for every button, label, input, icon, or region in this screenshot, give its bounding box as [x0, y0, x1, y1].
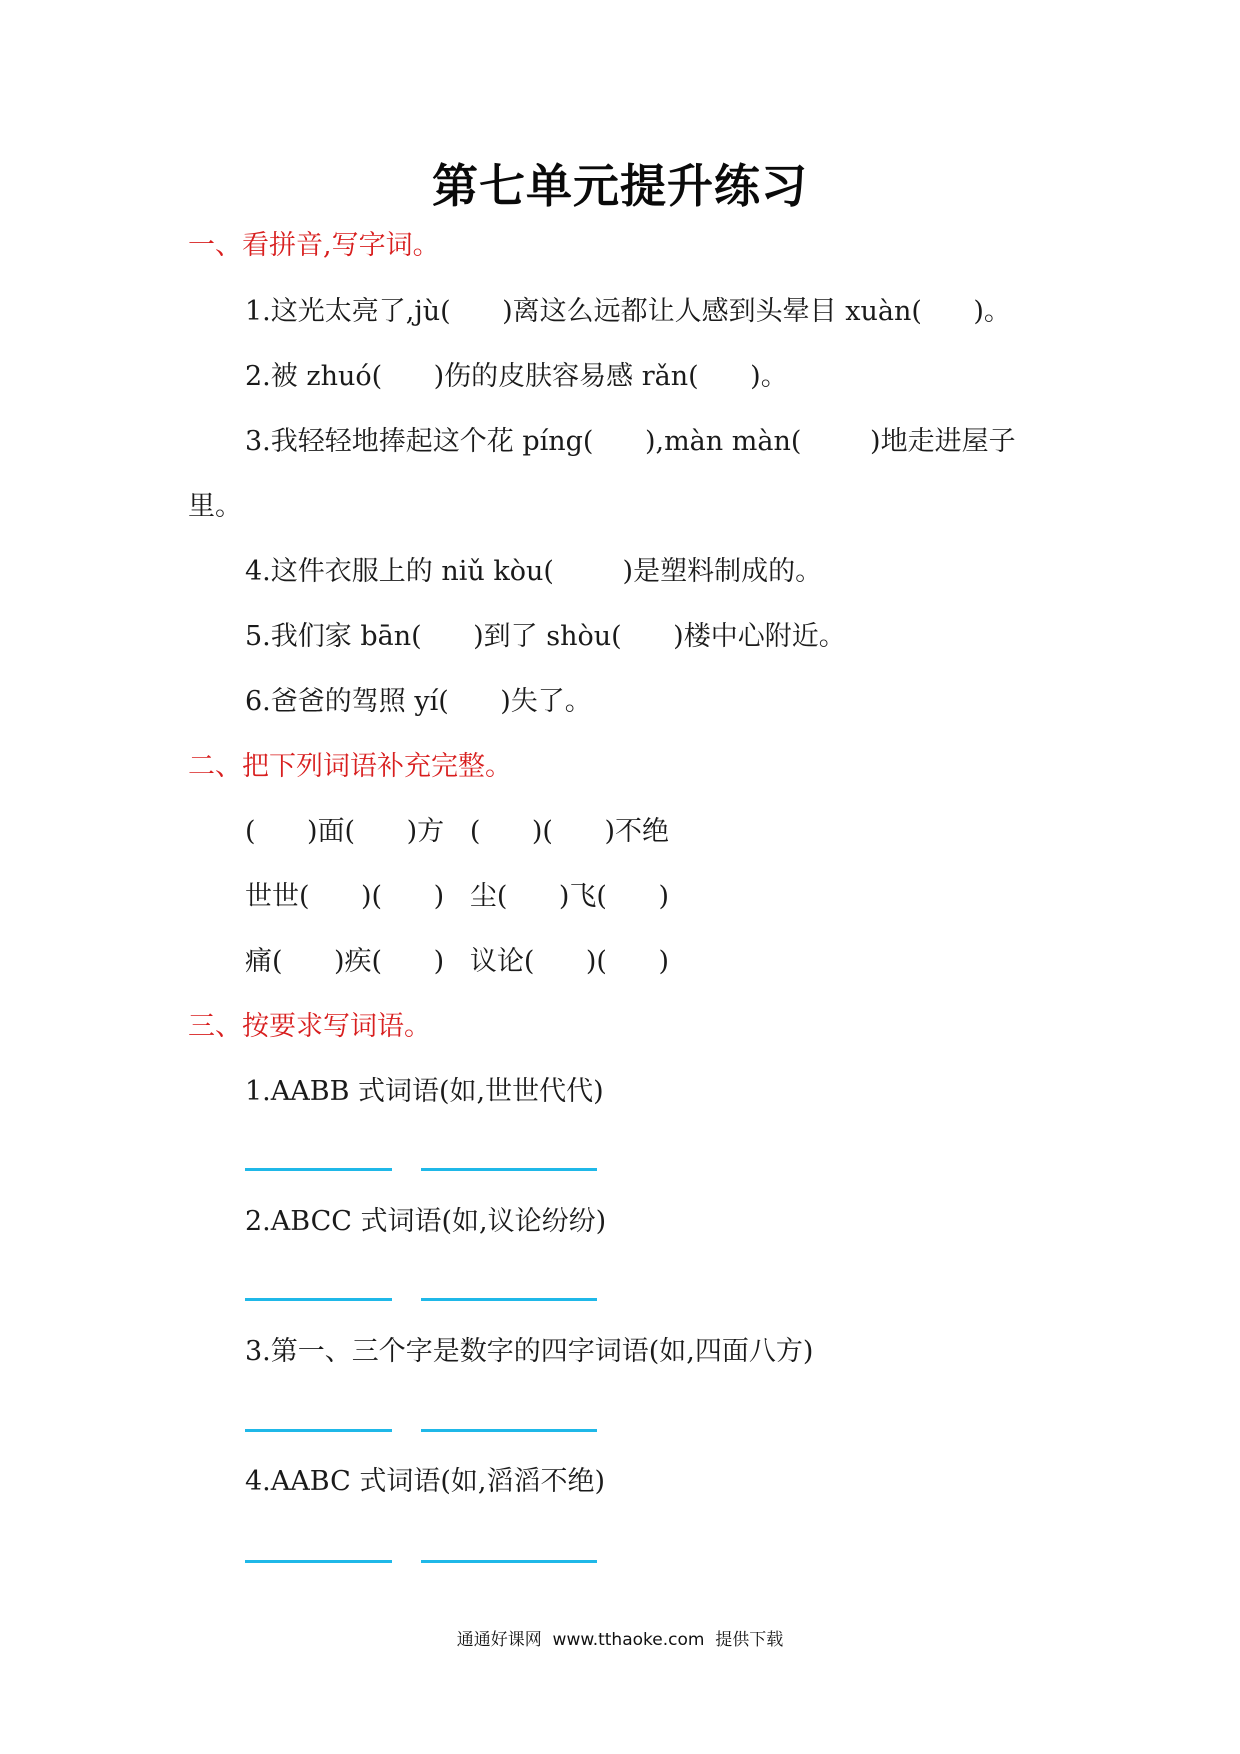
question-1-3: 3.我轻轻地捧起这个花 píng( ),màn màn( )地走进屋子 — [245, 426, 1016, 457]
question-1-4: 4.这件衣服上的 niǔ kòu( )是塑料制成的。 — [245, 556, 823, 587]
task-3-2: 2.ABCC 式词语(如,议论纷纷) — [245, 1206, 607, 1237]
question-1-3-cont: 里。 — [188, 491, 242, 522]
answer-line[interactable] — [245, 1429, 392, 1432]
footer-credit: 通通好课网 www.tthaoke.com 提供下载 — [456, 1630, 784, 1650]
idiom-row-3: 痛( )疾( ) 议论( )( ) — [245, 946, 669, 977]
task-3-3: 3.第一、三个字是数字的四字词语(如,四面八方) — [245, 1336, 814, 1367]
question-1-2: 2.被 zhuó( )伤的皮肤容易感 rǎn( )。 — [245, 361, 788, 392]
task-3-1: 1.AABB 式词语(如,世世代代) — [245, 1076, 604, 1107]
section-heading-3: 三、按要求写词语。 — [188, 1011, 431, 1042]
answer-line[interactable] — [421, 1298, 597, 1301]
idiom-row-2: 世世( )( ) 尘( )飞( ) — [245, 881, 669, 912]
page-title: 第七单元提升练习 — [432, 159, 808, 213]
question-1-6: 6.爸爸的驾照 yí( )失了。 — [245, 686, 592, 717]
idiom-row-1: ( )面( )方 ( )( )不绝 — [245, 816, 669, 847]
section-heading-2: 二、把下列词语补充完整。 — [188, 751, 512, 782]
answer-line[interactable] — [245, 1560, 392, 1563]
question-1-5: 5.我们家 bān( )到了 shòu( )楼中心附近。 — [245, 621, 846, 652]
section-heading-1: 一、看拼音,写字词。 — [188, 230, 440, 261]
task-3-4: 4.AABC 式词语(如,滔滔不绝) — [245, 1466, 605, 1497]
answer-line[interactable] — [421, 1168, 597, 1171]
answer-line[interactable] — [245, 1298, 392, 1301]
answer-line[interactable] — [421, 1560, 597, 1563]
question-1-1: 1.这光太亮了,jù( )离这么远都让人感到头晕目 xuàn( )。 — [245, 296, 1011, 327]
answer-line[interactable] — [245, 1168, 392, 1171]
answer-line[interactable] — [421, 1429, 597, 1432]
